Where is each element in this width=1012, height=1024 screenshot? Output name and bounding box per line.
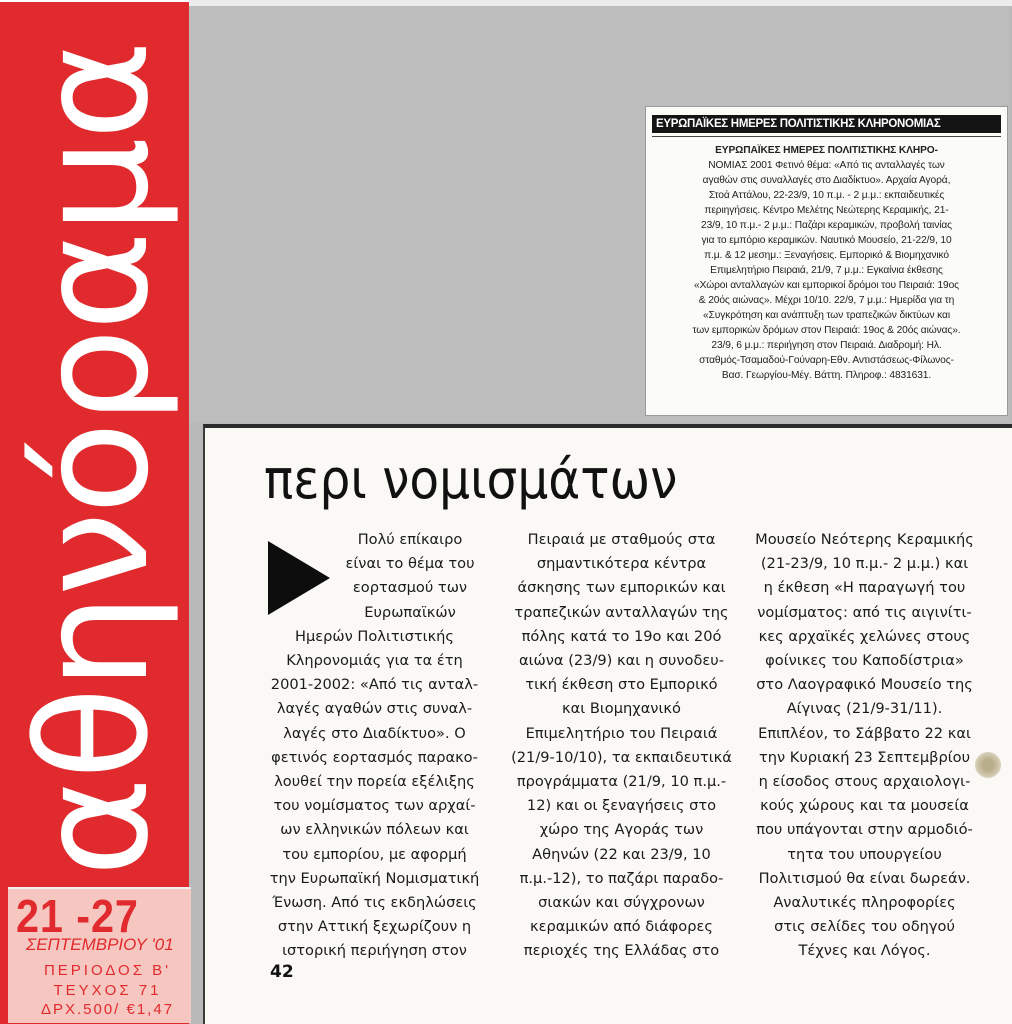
article-line: 12) και οι ξεναγήσεις στο (526, 797, 717, 815)
article-column-3 (752, 528, 977, 964)
strip-edge (0, 0, 189, 2)
article-line: Ευρωπαϊκών (364, 603, 456, 621)
article-line: Επιπλέον, το Σάββατο 22 και (758, 724, 971, 742)
article-line: Αίγινας (21/9-31/11). (786, 700, 943, 718)
clipping-line: Βασ. Γεωργίου-Μέγ. Βάττη. Πληροφ.: 4831631. (721, 370, 932, 381)
article-column-1 (269, 528, 487, 964)
article-line: Πειραιά με σταθμούς στα (527, 531, 716, 548)
issue-dates: 21 -27 (16, 890, 139, 942)
article-line: τραπεζικών ανταλλαγών της (514, 603, 729, 621)
article-line: η έκθεση «Η παραγωγή του (763, 579, 966, 597)
article-line: περιοχές της Ελλάδας στο (523, 942, 720, 960)
clipping-line: σταθμός-Τσαμαδού-Γούναρη-Εθν. Αντιστάσεως-Φίλωνος- (699, 355, 954, 366)
article-line: Πολιτισμού θα είναι δωρεάν. (758, 869, 971, 887)
clipping-line: 23/9, 10 π.μ.- 2 μ.μ.: Παζάρι κεραμικών, προβολή ταινίας (701, 220, 952, 231)
article-line: Τέχνες και Λόγος. (798, 942, 931, 960)
article-line: Ένωση. Από τις εκδηλώσεις (272, 894, 477, 912)
article-line: στο Λαογραφικό Μουσείο της (756, 676, 973, 694)
article-line: λουθεί την πορεία εξέλιξης (274, 773, 475, 791)
issue-number: ΤΕΥΧΟΣ 71 (53, 982, 162, 999)
clipping-line: ΕΥΡΩΠΑΪΚΕΣ ΗΜΕΡΕΣ ΠΟΛΙΤΙΣΤΙΚΗΣ ΚΛΗΡΟ- (715, 145, 938, 156)
article-line: φοίνικες του Καποδίστρια» (765, 652, 964, 670)
magazine-masthead: αθηνόραμα (5, 42, 182, 878)
clipping-line: Επιμελητήριο Πειραιά, 21/9, 7 μ.μ.: Εγκαίνια έκθεσης (710, 265, 943, 276)
article-line: νομίσματος: από τις αιγινίτι- (757, 603, 972, 621)
clipping-line: «Συγκρότηση και ανάπτυξη των τραπεζικών δικτύων και (702, 310, 950, 321)
article-line: η είσοδος στους αρχαιολογι- (758, 773, 971, 791)
article-line: φετινός εορτασμός παρακο- (271, 748, 478, 766)
clipping-rule (652, 136, 1001, 137)
clipping-header: ΕΥΡΩΠΑΪΚΕΣ ΗΜΕΡΕΣ ΠΟΛΙΤΙΣΤΙΚΗΣ ΚΛΗΡΟΝΟΜΙΑΣ (652, 115, 1001, 133)
article-line: Επιμελητήριο του Πειραιά (525, 724, 718, 742)
clipping-line: 23/9, 6 μ.μ.: περιήγηση στον Πειραιά. Διαδρομή: Ηλ. (711, 340, 942, 351)
article-line: του εμπορίου, με αφορμή (282, 845, 467, 863)
article-line: Αθηνών (22 και 23/9, 10 (532, 845, 711, 863)
article-line: κες αρχαϊκές χελώνες στους (758, 627, 971, 645)
article-line: (21/9-10/10), τα εκπαιδευτικά (511, 748, 732, 766)
article-line: τητα του υπουργείου (787, 845, 942, 863)
article-line: Μουσείο Νεότερης Κεραμικής (755, 531, 974, 548)
clipping-line: Στοά Αττάλου, 22-23/9, 10 π.μ. - 2 μ.μ.: εκπαιδευτικές (708, 190, 945, 201)
article-line: τική έκθεση στο Εμπορικό (525, 676, 718, 694)
news-clipping (645, 106, 1008, 416)
article-line: σιακών και σύγχρονων (538, 894, 705, 912)
article-line: άσκησης των εμπορικών και (517, 579, 726, 597)
page-number: 42 (270, 962, 294, 982)
article-line: και Βιομηχανικό (562, 700, 681, 718)
article-line: εορτασμού των (352, 579, 468, 597)
paper-stain (975, 752, 1001, 778)
article-line: 2001-2002: «Από τις ανταλ- (270, 676, 479, 694)
article-line: σημαντικότερα κέντρα (536, 555, 707, 573)
clipping-line: των εμπορικών δρόμων στον Πειραιά: 19ος & 20ός αιώνας». (692, 325, 961, 336)
clipping-line: & 20ός αιώνας». Μέχρι 10/10. 22/9, 7 μ.μ.: Ημερίδα για τη (698, 295, 955, 306)
article-line: λαγές στο Διαδίκτυο». Ο (283, 724, 466, 742)
article-line: Ημερών Πολιτιστικής (294, 627, 454, 645)
article-line: Κληρονομιάς για τα έτη (286, 652, 463, 670)
article-line: π.μ.-12), το παζάρι παραδο- (519, 869, 724, 887)
article-line: ων ελληνικών πόλεων και (280, 821, 469, 839)
article-line: προγράμματα (21/9, 10 π.μ.- (516, 773, 727, 791)
article-line: στην Αττική ξεχωρίζουν η (277, 918, 472, 936)
clipping-line: ΝΟΜΙΑΣ 2001 Φετινό θέμα: «Από τις ανταλλαγές των (708, 160, 945, 171)
article-line: (21-23/9, 10 π.μ.- 2 μ.μ.) και (760, 555, 969, 573)
clipping-line: «Χώροι ανταλλαγών και εμπορικοί δρόμοι του Πειραιά: 19ος (694, 280, 959, 291)
play-triangle-icon (268, 541, 330, 615)
article-line: που υπάγονται στην αρμοδιό- (756, 821, 973, 839)
clipping-line: αγαθών στις συναλλαγές στο Διαδίκτυο». Αρχαία Αγορά, (702, 175, 951, 186)
article-line: κούς χώρους και τα μουσεία (760, 797, 969, 815)
clipping-line: π.μ. & 12 μεσημ.: Ξεναγήσεις. Εμπορικό & Βιομηχανικό (704, 250, 949, 261)
article-line: πόλης κατά το 19ο και 20ό (521, 627, 722, 645)
issue-month: ΣΕΠΤΕΜΒΡΙΟΥ '01 (26, 935, 174, 954)
article-line: την Κυριακή 23 Σεπτεμβρίου (758, 748, 971, 766)
article-line: του νομίσματος των αρχαί- (273, 797, 476, 815)
article-line: την Ευρωπαϊκή Νομισματική (269, 869, 480, 887)
article-column-2 (509, 528, 734, 964)
article-line: ιστορική περιήγηση στον (282, 942, 467, 960)
article-line: στις σελίδες του οδηγού (774, 918, 955, 936)
clipping-line: για το εμπόριο κεραμικών. Ναυτικό Μουσείο, 21-22/9, 10 (701, 235, 952, 246)
clipping-line: περιηγήσεις. Κέντρο Μελέτης Νεώτερης Κεραμικής, 21- (704, 205, 949, 216)
issue-period: ΠΕΡΙΟΔΟΣ Β' (43, 962, 172, 979)
article-line: είναι το θέμα του (345, 555, 475, 573)
article-line: Αναλυτικές πληροφορίες (773, 894, 956, 912)
article-line: κεραμικών από διάφορες (530, 918, 713, 936)
article-line: Πολύ επίκαιρο (357, 531, 463, 548)
article-line: χώρο της Αγοράς των (539, 821, 704, 839)
article-line: λαγές αγαθών στις συναλ- (276, 700, 473, 718)
article-title: περι νομισμάτων (264, 448, 678, 511)
issue-price: ΔΡΧ.500/ €1,47 (40, 1001, 175, 1018)
clipping-body (652, 143, 1001, 383)
article-line: αιώνα (23/9) και η συνοδευ- (519, 652, 724, 670)
